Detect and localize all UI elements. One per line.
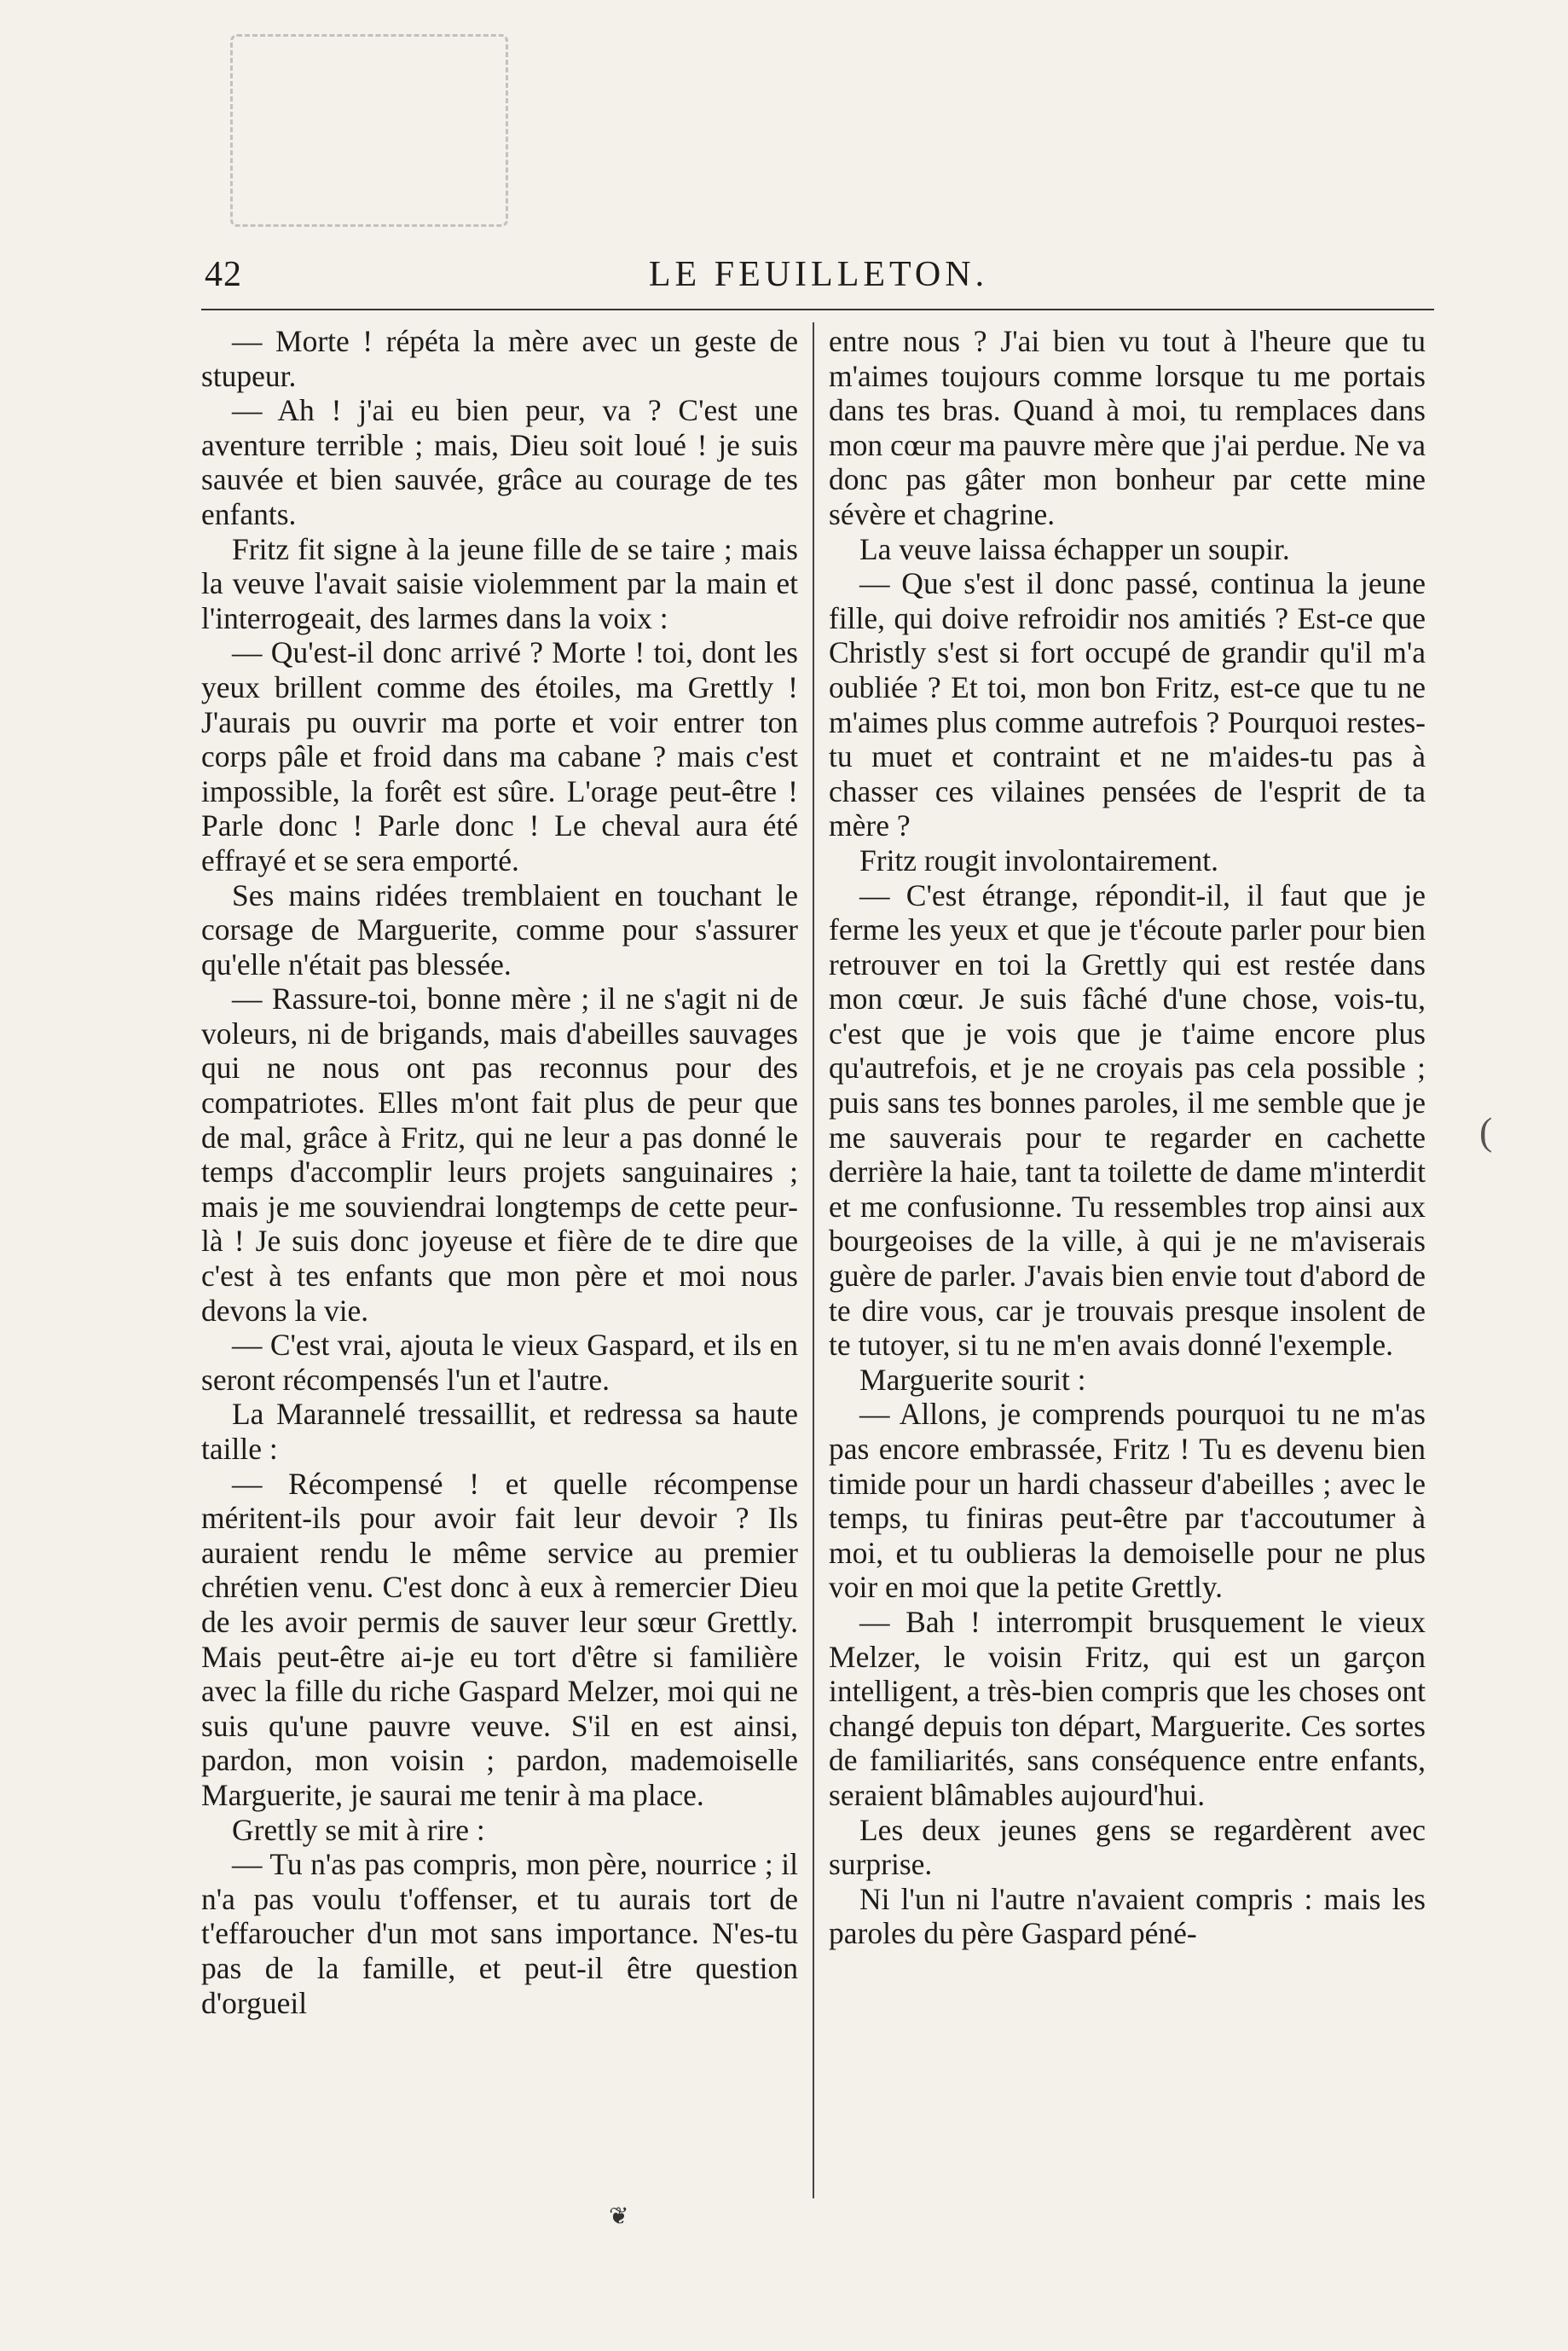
paragraph: La veuve laissa échapper un soupir. [859, 531, 1290, 566]
margin-bracket-mark: ( [1479, 1109, 1493, 1153]
paragraph: Marguerite sourit : [859, 1362, 1086, 1397]
paragraph: La Marannelé tressaillit, et redressa sa haute taille : [201, 1397, 798, 1466]
paragraph: — C'est vrai, ajouta le vieux Gaspard, et ils en seront récompensés l'un et l'autre. [201, 1328, 798, 1397]
paragraph: — C'est étrange, répondit-il, il faut que je ferme les yeux et que je t'écoute parler pour bien retrouver en toi la Grettly qui est restée dans mon cœur. Je suis fâché d'une chose, vois-tu, c'est que je vois que je t'aime encore plus qu'autrefois, et je ne croyais pas cela possible ; puis sans tes bonnes paroles, il me semble que je me sauverais pour te regarder en cachette derrière la haie, tant ta toilette de dame m'interdit et me confusionne. Tu ressembles trop ainsi aux bourgeoises de la ville, à qui je ne m'aviserais guère de parler. J'avais bien envie tout d'abord de te dire vous, car je trouvais presque insolent de te tutoyer, si tu ne m'en avais donné l'exemple. [829, 877, 1426, 1363]
paragraph: — Tu n'as pas compris, mon père, nourrice ; il n'a pas voulu t'offenser, et tu aurais tort de t'effaroucher d'un mot sans importance. N'es-tu pas de la famille, et peut-il être question d'orgueil [201, 1847, 798, 2020]
ornament-icon: ❦ [609, 2203, 629, 2230]
column-divider [813, 322, 814, 2198]
paragraph: Ses mains ridées tremblaient en touchant le corsage de Marguerite, comme pour s'assurer qu'elle n'était pas blessée. [201, 877, 798, 982]
header-rule [201, 309, 1434, 310]
paragraph: — Bah ! interrompit brusquement le vieux Melzer, le voisin Fritz, qui est un garçon intelligent, a très-bien compris que les choses ont changé depuis ton départ, Marguerite. Ces sortes de familiarités, sans conséquence entre enfants, seraient blâmables aujourd'hui. [829, 1604, 1426, 1812]
paragraph: Les deux jeunes gens se regardèrent avec surprise. [829, 1812, 1426, 1882]
paragraph: — Rassure-toi, bonne mère ; il ne s'agit ni de voleurs, ni de brigands, mais d'abeilles sauvages qui ne nous ont pas reconnus pour des compatriotes. Elles m'ont fait plus de peur que de mal, grâce à Fritz, qui ne leur a pas donné le temps d'accomplir leurs projets sanguinaires ; mais je me souviendrai longtemps de cette peur-là ! Je suis donc joyeuse et fière de te dire que c'est à tes enfants que mon père et moi nous devons la vie. [201, 982, 798, 1328]
paragraph: entre nous ? J'ai bien vu tout à l'heure que tu m'aimes toujours comme lorsque tu me portais dans tes bras. Quand à moi, tu remplaces dans mon cœur ma pauvre mère que j'ai perdue. Ne va donc pas gâter mon bonheur par cette mine sévère et chagrine. [829, 324, 1426, 531]
paragraph: — Morte ! répéta la mère avec un geste de stupeur. [201, 324, 798, 393]
paragraph: — Allons, je comprends pourquoi tu ne m'as pas encore embrassée, Fritz ! Tu es devenu bien timide pour un hardi chasseur d'abeilles ; avec le temps, tu finiras peut-être par t'accoutumer à moi, et tu oublieras la demoiselle pour ne plus voir en moi que la petite Grettly. [829, 1397, 1426, 1605]
paragraph: Ni l'un ni l'autre n'avaient compris : mais les paroles du père Gaspard péné- [829, 1881, 1426, 1951]
left-column [201, 324, 798, 2200]
paragraph: Fritz fit signe à la jeune fille de se taire ; mais la veuve l'avait saisie violemment par la main et l'interrogeait, des larmes dans la voix : [201, 531, 798, 635]
paragraph: Fritz rougit involontairement. [859, 843, 1218, 877]
paragraph: — Récompensé ! et quelle récompense méritent-ils pour avoir fait leur devoir ? Ils auraient rendu le même service au premier chrétien venu. C'est donc à eux à remercier Dieu de les avoir permis de sauver leur sœur Grettly. Mais peut-être ai-je eu tort d'être si familière avec la fille du riche Gaspard Melzer, moi qui ne suis qu'une pauvre veuve. S'il en est ainsi, pardon, mon voisin ; pardon, mademoiselle Marguerite, je saurai me tenir à ma place. [201, 1466, 798, 1812]
paragraph: — Qu'est-il donc arrivé ? Morte ! toi, dont les yeux brillent comme des étoiles, ma Grettly ! J'aurais pu ouvrir ma porte et voir entrer ton corps pâle et froid dans ma cabane ? mais c'est impossible, la forêt est sûre. L'orage peut-être ! Parle donc ! Parle donc ! Le cheval aura été effrayé et se sera emporté. [201, 635, 798, 877]
paragraph: Grettly se mit à rire : [232, 1812, 485, 1847]
library-stamp [230, 34, 508, 227]
page-number: 42 [205, 255, 242, 294]
page-header [205, 254, 1432, 305]
running-title: LE FEUILLETON. [648, 255, 989, 294]
paragraph: — Ah ! j'ai eu bien peur, va ? C'est une aventure terrible ; mais, Dieu soit loué ! je suis sauvée et bien sauvée, grâce au courage de tes enfants. [201, 393, 798, 531]
paragraph: — Que s'est il donc passé, continua la jeune fille, qui doive refroidir nos amitiés ? Est-ce que Christly s'est si fort occupé de grandir qu'il m'a oubliée ? Et toi, mon bon Fritz, est-ce que tu ne m'aimes plus comme autrefois ? Pourquoi restes-tu muet et contraint et ne m'aides-tu pas à chasser ces vilaines pensées de l'esprit de ta mère ? [829, 566, 1426, 843]
right-column [829, 324, 1426, 2200]
